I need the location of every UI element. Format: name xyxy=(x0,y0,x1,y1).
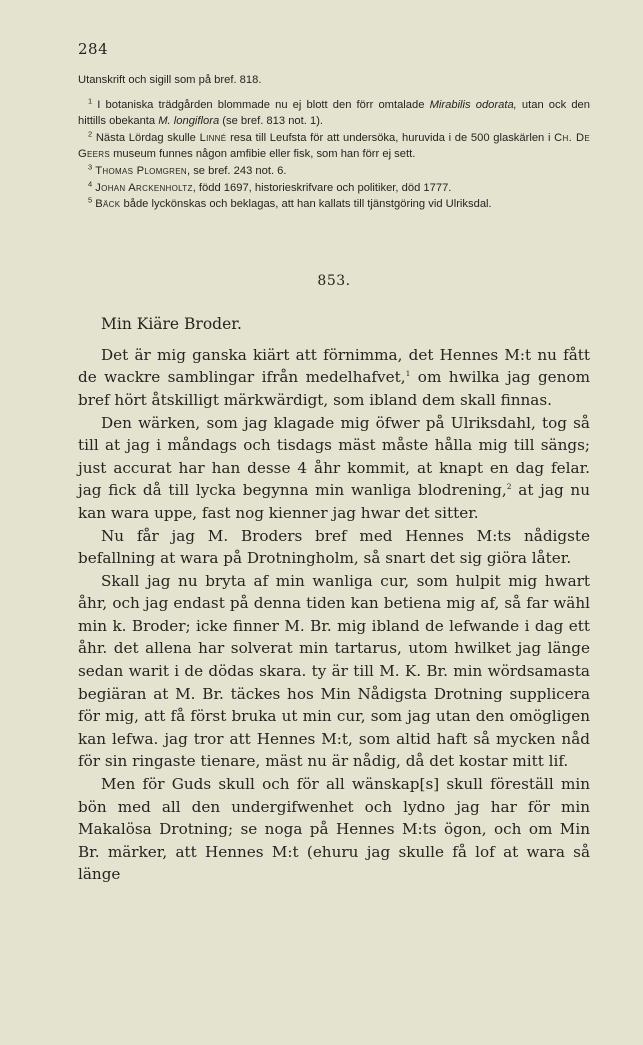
footnote-mark: 3 xyxy=(88,162,93,172)
footnote-ref: 1 xyxy=(405,369,411,379)
footnote-text: både lyckönskas och beklagas, att han kallats till tjänstgöring vid Ulriksdal. xyxy=(120,198,492,211)
footnote-text: , född 1697, historieskrifvare och politiker, död 1777. xyxy=(192,181,452,194)
page-number: 284 xyxy=(78,40,109,58)
person-name: Ch. De Geers xyxy=(78,131,590,161)
species-name: Mirabilis odorata, xyxy=(429,98,517,111)
footnote-1 xyxy=(78,97,590,130)
person-name: Thomas Plomgren xyxy=(95,164,187,177)
footnote-mark: 2 xyxy=(88,129,93,139)
footnote-2 xyxy=(78,130,590,163)
paragraph-3: Nu får jag M. Broders bref med Hennes M:ts nådigste befallning at wara på Drotningholm, så snart det sig giöra låter. xyxy=(78,526,590,568)
footnote-ref: 2 xyxy=(506,482,512,492)
footnote-text: (se bref. 813 not. 1). xyxy=(219,115,324,128)
paragraph-text: Det är mig ganska kiärt att förnimma, det Hennes M:t nu fått de wackre samblingar ifrån medelhafvet, xyxy=(78,345,590,387)
paragraph-5: Men för Guds skull och för all wänskap[s] skull föreställ min bön med all den undergifwenhet och lydno jag har för min Makalösa Drotning; se noga på Hennes M:ts ögon, och om Min Br. märker, att Hennes M:t (ehuru jag skulle få lof at wara så länge xyxy=(78,775,590,884)
person-name: Bäck xyxy=(95,198,121,211)
footnote-text: I botaniska trädgården blommade nu ej blott den förr omtalade xyxy=(92,98,430,111)
page xyxy=(78,40,590,886)
person-name: Linné xyxy=(199,131,227,144)
footnotes-block xyxy=(78,72,590,213)
paragraph-text: at jag nu kan wara uppe, fast nog kienner jag hwar det sitter. xyxy=(78,481,590,522)
paragraph-text: om hwilka jag genom bref hört åtskilligt märkwärdigt, som ibland dem skall finnas. xyxy=(78,368,590,409)
paragraph-2 xyxy=(78,412,590,525)
footnote-4 xyxy=(78,180,590,197)
salutation: Min Kiäre Broder. xyxy=(101,314,242,333)
footnote-mark: 1 xyxy=(88,95,93,105)
letter-body xyxy=(78,344,590,886)
footnote-3 xyxy=(78,163,590,180)
footnote-mark: 4 xyxy=(88,178,93,188)
species-name: M. longiflora xyxy=(158,115,220,128)
footnote-text: utan ock den hittills obekanta xyxy=(78,98,590,128)
person-name: Johan Arckenholtz xyxy=(95,181,193,194)
footnote-text: resa till Leufsta för att undersöka, huruvida i de 500 glaskärlen i xyxy=(226,131,555,144)
footnote-mark: 5 xyxy=(88,195,93,205)
paragraph-text: Den wärken, som jag klagade mig öfwer på Ulriksdahl, tog så till at jag i måndags och tisdags mäst måste hålla mig till sängs; just accurat har han desse 4 åhr kommit, at knapt en dag felar. jag fick då till lycka begynna min wanliga blodrening, xyxy=(78,413,590,500)
footnote-5 xyxy=(78,196,590,213)
footnote-text: Nästa Lördag skulle xyxy=(92,131,200,144)
letter-number: 853. xyxy=(317,272,351,289)
footnote-text: , se bref. 243 not. 6. xyxy=(186,164,287,177)
header-note: Utanskrift och sigill som på bref. 818. xyxy=(78,74,262,86)
footnote-text: museum funnes någon amfibie eller fisk, som han förr ej sett. xyxy=(110,148,416,161)
paragraph-4: Skall jag nu bryta af min wanliga cur, som hulpit mig hwart åhr, och jag endast på denna tiden kan betiena mig af, så far wähl min k. Broder; icke finner M. Br. mig ibland de lefwande i dag ett åhr. det allena har solverat min tartarus, utom hwilket jag länge sedan warit i de dödas skara. ty är till M. K. Br. min wördsamasta begiäran at M. Br. täckes hos Min Nådigsta Drotning supplicera för mig, att få först bruka ut min cur, som jag utan den omögligen kan lefwa. jag tror att Hennes M:t, som altid haft så mycken nåd för sin ringaste tienare, mäst nu är nådig, då det kostar mitt lif. xyxy=(78,571,590,771)
paragraph-1 xyxy=(78,344,590,412)
